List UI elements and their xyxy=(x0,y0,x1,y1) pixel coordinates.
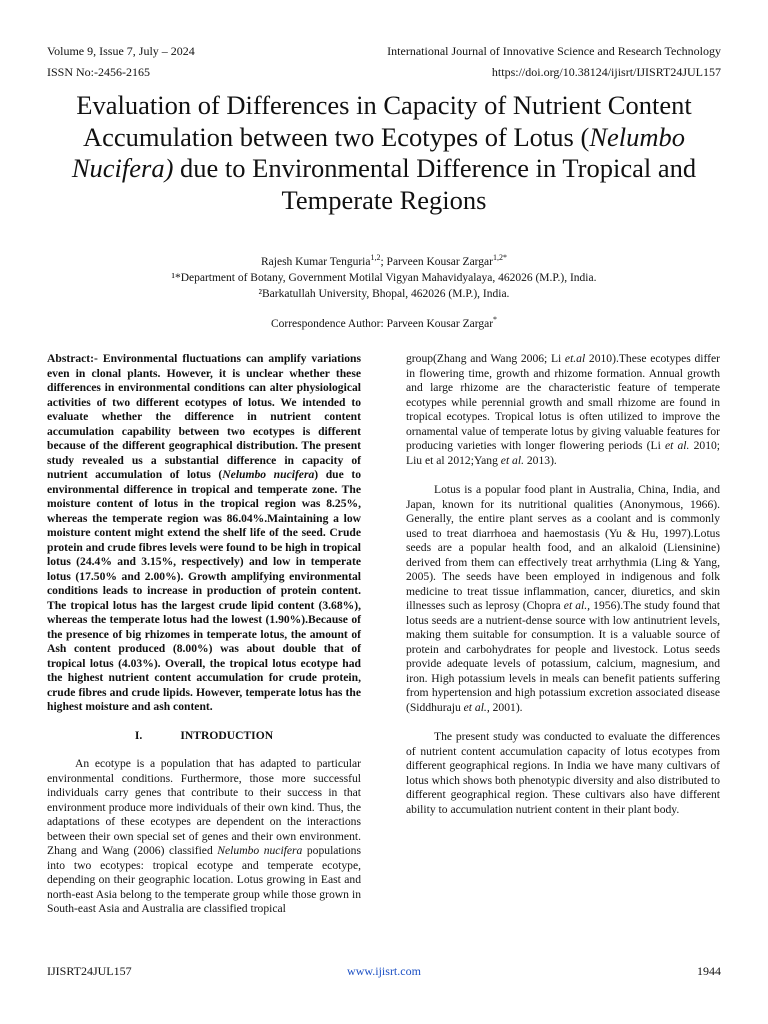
section-number: I. xyxy=(134,728,143,742)
title-species: Nelumbo Nucifera) xyxy=(71,121,685,183)
abstract xyxy=(47,352,361,715)
intro-text: An ecotype is a population that has adapted to particular environmental conditions. Furthermore, those more successful individuals carry genes that contribute to their success in that environment produce more individuals of their own kind. Thus, the adaptations of these ecotypes are dependent on the interactions between their own special set of genes and their own environment. Zhang and Wang (2006) classified xyxy=(47,757,361,857)
affiliation-1: ¹*Department of Botany, Government Motilal Vigyan Mahavidyalaya, 462026 (M.P.), India. xyxy=(171,271,597,284)
abstract-text: Abstract:- Environmental fluctuations can amplify variations even in clonal plants. However, it is unclear whether these differences in environmental conditions can alter physiological activities of two different ecotypes of lotus. We intended to evaluate whether the difference in nutrient content accumulation capability between two ecotypes is different because of the different geographical distribution. The present study revealed us a substantial difference in capacity of nutrient accumulation of lotus ( xyxy=(47,352,361,481)
author-1: Rajesh Kumar Tenguria xyxy=(261,255,371,268)
left-column xyxy=(47,352,361,917)
present-study-paragraph: The present study was conducted to evaluate the differences of nutrient content accumulation capacity of lotus ecotypes from different geographical regions. In India we have many cultivars of lotus which shows both phenotypic diversity and also distributed to different geographical region. These cultivars also have different ability to accumulation nutrient content in their plant body. xyxy=(406,730,720,816)
intro-paragraph xyxy=(47,757,361,917)
page-number: 1944 xyxy=(697,964,721,978)
ecotype-text-4: 2013). xyxy=(523,453,557,467)
food-plant-paragraph xyxy=(406,483,720,715)
abstract-species: Nelumbo nucifera xyxy=(222,468,315,481)
author-1-sup: 1,2 xyxy=(370,253,381,262)
ecotype-paragraph xyxy=(406,352,720,468)
title-text-end: due to Environmental Difference in Tropical and Temperate Regions xyxy=(173,153,697,215)
footer-website-link[interactable]: www.ijisrt.com xyxy=(347,964,421,978)
food-text-1: Lotus is a popular food plant in Australia, China, India, and Japan, known for its nutritional qualities (Anonymous, 1966). Generally, the entire plant serves as a coolant and is commonly used to treat diarrhoea and haemostasis (Yu & Hu, 1997).Lotus seeds are a popular health food, and an alkaloid (Liensinine) derived from them can effectively treat arrhythmia (Ling & Yang, 2005). The seeds have been employed in indigenous and folk medicine to treat tissue inflammation, cancer, diuretics, and skin illnesses such as leprosy (Chopra xyxy=(406,483,720,612)
author-block xyxy=(40,250,728,302)
issn: ISSN No:-2456-2165 xyxy=(47,65,151,79)
intro-species: Nelumbo nucifera xyxy=(217,844,303,857)
correspondence-sup: * xyxy=(493,315,498,324)
food-etal-1: et al., xyxy=(563,599,591,612)
journal-name: International Journal of Innovative Science and Research Technology xyxy=(387,44,721,58)
author-line xyxy=(40,250,728,270)
food-etal-2: et al., xyxy=(463,700,490,714)
ecotype-text-1: group(Zhang and Wang 2006; Li xyxy=(406,352,565,365)
intro-text-end: populations into two ecotypes: tropical ecotype and temperate ecotype, depending on their geographic location. Lotus growing in East and north-east Asia belong to the temperate group while those grown in South-east Asia and Australia are classified tropical xyxy=(47,844,361,915)
ecotype-etal-1: et.al xyxy=(564,352,586,365)
section-title: INTRODUCTION xyxy=(180,728,274,742)
doi-link[interactable]: https://doi.org/10.38124/ijisrt/IJISRT24JUL157 xyxy=(491,65,721,79)
ecotype-etal-3: et al. xyxy=(500,453,524,467)
correspondence-text: Correspondence Author: Parveen Kousar Zargar xyxy=(270,317,494,330)
author-2: ; Parveen Kousar Zargar xyxy=(380,255,493,268)
abstract-text-end: ) due to environmental difference in tropical and temperate zone. The moisture content of lotus in the tropical region was 8.25%, whereas the temperate region was 86.04%.Maintaining a low moisture content might extend the shelf life of the seed. Crude protein and crude fibres levels were found to be high in tropical lotus (24.4% and 3.15%, respectively) and low in temperate lotus (17.50% and 2.00%). Growth amplifying environmental conditions leads to increase in production of protein content. The tropical lotus has the largest crude lipid content (3.68%), whereas the temperate lotus had the lowest (1.90%).Because of the presence of big rhizomes in temperate lotus, the amount of Ash content produced (8.00%) was about double that of tropical lotus (4.03%). Overall, the tropical lotus ecotype had the highest nutrient content accumulation for crude protein, crude fibres and crude lipids. However, temperate lotus has the highest moisture and ash content. xyxy=(47,468,362,713)
food-text-3: 2001). xyxy=(489,700,523,714)
ecotype-text-2: 2010).These ecotypes differ in flowering time, growth and rhizome formation. Annual growth and large rhizome are the characteristic feature of temperate ecotypes while perennial growth and small rhizome are found in tropical ecotypes. Tropical lotus is often utilized to improve the ornamental value of temperate lotus by giving valuable features for producing varieties with longer flowering periods (Li xyxy=(406,352,720,452)
author-2-sup: 1,2* xyxy=(493,253,507,262)
correspondence-line xyxy=(40,312,728,332)
footer-paper-id: IJISRT24JUL157 xyxy=(47,964,132,978)
section-heading xyxy=(47,729,361,744)
ecotype-text-3: 2010; Liu et al 2012;Yang xyxy=(406,439,721,467)
volume-issue: Volume 9, Issue 7, July – 2024 xyxy=(47,44,195,58)
right-column xyxy=(406,352,720,817)
affiliation-2: ²Barkatullah University, Bhopal, 462026 (M.P.), India. xyxy=(258,287,510,300)
food-text-2: 1956).The study found that lotus seeds are a nutrient-dense source with low antinutrient levels, making them suitable for consumption. It is a valuable source of protein and carbohydrates for people and livestock. Lotus seeds provide adequate levels of potassium, calcium, magnesium, and iron. High potassium levels in meals can benefit patients suffering from hypertension and high potassium excretion associated disease (Siddhuraju xyxy=(406,599,720,714)
paper-title xyxy=(60,90,708,216)
title-text: Evaluation of Differences in Capacity of Nutrient Content Accumulation between two Ecotypes of Lotus ( xyxy=(76,90,692,152)
ecotype-etal-2: et al. xyxy=(664,439,690,452)
